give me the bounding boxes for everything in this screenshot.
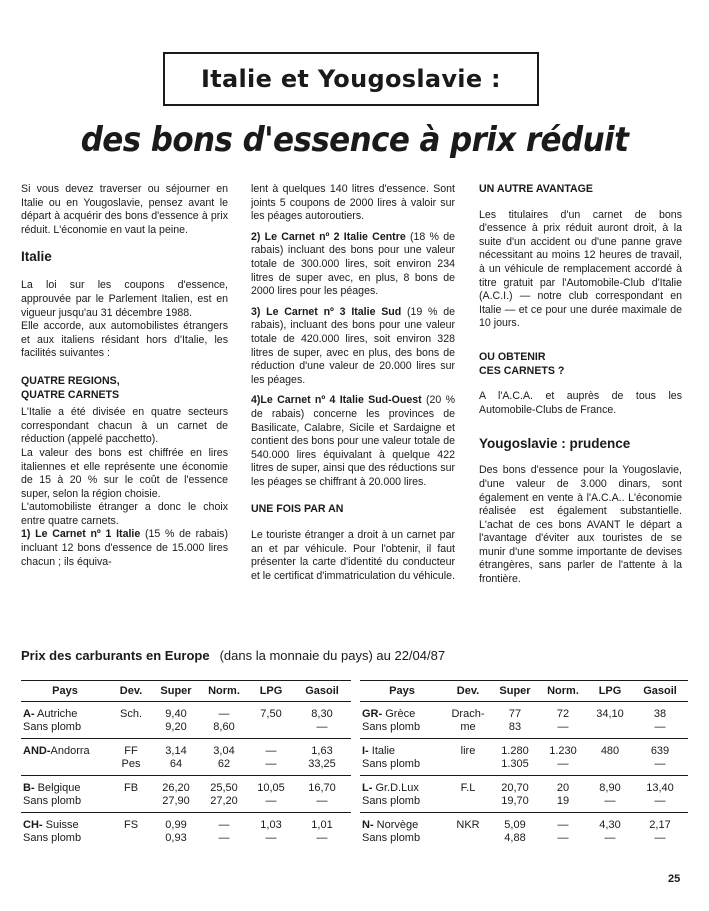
cell-line: 27,20: [210, 794, 238, 807]
une-fois-heading: UNE FOIS PAR AN: [251, 503, 344, 516]
cell-line: 72: [556, 708, 570, 720]
yougoslavie-paragraph: Des bons d'essence pour la Yougoslavie, d'une valeur de 3.000 dinars, sont également en vente à l'A.C.A.. L'économie réalisée est également substantielle. L'achat de ces bons AVANT le départ a l'avantage d'éviter aux touristes de se munir d'une somme importante de devises étrangères, sans parler de l'attente à la frontière.: [479, 464, 682, 586]
cell-lpg: [588, 776, 632, 813]
cell-line: 19,70: [501, 794, 529, 807]
cell-line: B- Belgique: [23, 782, 81, 794]
cell-line: Sans plomb: [23, 720, 82, 733]
prices-title: [21, 648, 445, 663]
cell-line: 19: [556, 794, 570, 807]
cell-line: 1.305: [501, 757, 529, 770]
cell-line: —: [557, 819, 569, 831]
cell-line: —: [557, 720, 569, 733]
cell-line: 27,90: [162, 794, 190, 807]
cell-line: FS: [123, 819, 139, 831]
cell-super: [492, 813, 538, 850]
cell-norm: [199, 702, 249, 739]
cell-line: 1,01: [311, 819, 333, 831]
carnet-1-text: (15 % de rabais) incluant 12 bons d'essence de 15.000 lires chacun ; ils équiva-: [21, 528, 228, 568]
cell-line: 9,40: [165, 708, 187, 720]
cell-dev: [109, 739, 153, 776]
yougoslavie-heading: Yougoslavie : prudence: [479, 436, 631, 452]
cell-norm: [199, 776, 249, 813]
cell-line: lire: [460, 745, 476, 757]
cell-dev: [109, 702, 153, 739]
cell-line: 20: [556, 782, 570, 794]
column-header-pays: Pays: [360, 681, 444, 702]
law-paragraph-1: La loi sur les coupons d'essence, approuvée par le Parlement Italien, est en vigueur jusqu'au 31 décembre 1988.: [21, 279, 228, 319]
cell-line: F.L: [460, 782, 476, 794]
cell-lpg: [249, 813, 293, 850]
prices-table-right: [360, 680, 688, 849]
cell-norm: [199, 813, 249, 850]
table-row: [360, 813, 688, 850]
country-code: A-: [23, 708, 35, 720]
column-header-norm: Norm.: [538, 681, 588, 702]
country-code: N-: [362, 819, 374, 831]
carnet-4-text: (20 % de rabais) concerne les provinces de Basilicate, Calabre, Sicile et Sardaigne et contient des bons pour une valeur totale de 540.000 lires équivalant à quelque 422 litres de super, ainsi que des réductions sur les péages se chiffrant à 20.000 lires.: [251, 394, 455, 488]
cell-line: —: [654, 831, 666, 844]
cell-gasoil: [293, 776, 351, 813]
cell-line: [446, 832, 490, 845]
article-subtitle: des bons d'essence à prix réduit: [80, 120, 629, 160]
cell-line: 38: [653, 708, 667, 720]
une-fois-paragraph: Le touriste étranger a droit à un carnet par an et par véhicule. Pour l'obtenir, il faut présenter la carte d'identité du conducteur et le certificat d'immatriculation du véhicule.: [251, 529, 455, 582]
cell-gasoil: [632, 776, 688, 813]
cell-line: NKR: [456, 819, 480, 831]
cell-lpg: [249, 739, 293, 776]
carnet-4-paragraph: [251, 394, 455, 489]
carnet-4-label: 4)Le Carnet nº 4 Italie Sud-Ouest: [251, 394, 422, 407]
cell-dev: [444, 702, 492, 739]
cell-line: —: [265, 794, 277, 807]
column-header-super: Super: [153, 681, 199, 702]
cell-line: 10,05: [257, 782, 285, 794]
cell-line: 4,88: [504, 831, 526, 844]
cell-super: [153, 739, 199, 776]
obtenir-paragraph: A l'A.C.A. et auprès de tous les Automobile-Clubs de France.: [479, 390, 682, 416]
cell-line: 8,30: [311, 708, 333, 720]
prices-title-date: (dans la monnaie du pays) au 22/04/87: [219, 648, 446, 663]
cell-line: 639: [650, 745, 670, 757]
cell-super: [153, 776, 199, 813]
cell-gasoil: [632, 739, 688, 776]
cell-line: 13,40: [646, 782, 674, 794]
cell-line: —: [604, 794, 616, 807]
cell-line: 5,09: [504, 819, 526, 831]
cell-dev: [109, 813, 153, 850]
intro-paragraph: Si vous devez traverser ou séjourner en Italie ou en Yougoslavie, pensez avant le départ à acquérir des bons d'essence à prix réduit. L'économie en vaut la peine.: [21, 183, 228, 236]
cell-line: —: [557, 757, 569, 770]
cell-pays: [360, 739, 444, 776]
cell-line: 62: [217, 757, 231, 770]
cell-line: —: [654, 757, 666, 770]
cell-super: [492, 776, 538, 813]
cell-line: 25,50: [210, 782, 238, 794]
cell-line: Pes: [121, 757, 141, 770]
cell-line: 26,20: [162, 782, 190, 794]
cell-super: [492, 702, 538, 739]
cell-line: 64: [169, 757, 183, 770]
cell-lpg: [249, 702, 293, 739]
cell-norm: [538, 739, 588, 776]
cell-line: 1.280: [501, 745, 529, 757]
carnet-3-paragraph: [251, 306, 455, 388]
cell-line: —: [654, 794, 666, 807]
cell-line: 4,30: [599, 819, 621, 831]
cell-line: —: [265, 745, 277, 757]
cell-line: 9,20: [165, 720, 187, 733]
cell-line: CH- Suisse: [23, 819, 79, 831]
autre-avantage-heading: UN AUTRE AVANTAGE: [479, 183, 593, 195]
cell-pays: [360, 813, 444, 850]
table-row: [360, 739, 688, 776]
obtenir-heading-line-2: CES CARNETS ?: [479, 364, 565, 377]
cell-line: [446, 795, 490, 808]
cell-line: Sans plomb: [23, 794, 82, 807]
cell-line: 16,70: [308, 782, 336, 794]
cell-line: 34,10: [596, 708, 624, 720]
table-row: [360, 776, 688, 813]
cell-line: —: [316, 831, 328, 844]
table-row: [360, 702, 688, 739]
cell-dev: [444, 739, 492, 776]
regions-paragraph-3: L'automobiliste étranger a donc le choix entre quatre carnets.: [21, 501, 228, 527]
cell-line: Sans plomb: [362, 757, 421, 770]
cell-line: [590, 721, 630, 734]
cell-gasoil: [293, 739, 351, 776]
cell-norm: [538, 813, 588, 850]
column-header-lpg: LPG: [249, 681, 293, 702]
cell-line: Drach-: [451, 708, 485, 720]
country-code: AND-: [23, 745, 51, 757]
cell-line: FF: [124, 745, 138, 757]
cell-line: —: [265, 757, 277, 770]
cell-line: 1.230: [549, 745, 577, 757]
cell-line: 7,50: [260, 708, 282, 720]
cell-line: —: [316, 720, 328, 733]
cell-line: 1,03: [260, 819, 282, 831]
italie-heading: Italie: [21, 249, 52, 265]
cell-line: 33,25: [308, 757, 336, 770]
regions-paragraph-1: L'Italie a été divisée en quatre secteurs correspondant chacun à un carnet de réduction (appelé pacchetto).: [21, 406, 228, 446]
cell-line: Sans plomb: [362, 831, 421, 844]
cell-pays: [21, 813, 109, 850]
carnet-2-text: (18 % de rabais) incluant des bons pour une valeur totale de 300.000 lires, soit environ 234 litres de super avec, en plus, 8 bons de 2000 lires pour les péages.: [251, 230, 455, 298]
cell-line: 1,63: [311, 745, 333, 757]
cell-norm: [538, 776, 588, 813]
cell-line: Sch.: [119, 708, 142, 720]
column-header-norm: Norm.: [199, 681, 249, 702]
cell-line: —: [218, 831, 230, 844]
cell-line: Sans plomb: [362, 794, 421, 807]
cell-line: I- Italie: [362, 745, 396, 757]
cell-pays: [21, 739, 109, 776]
obtenir-heading-line-1: OU OBTENIR: [479, 350, 546, 363]
carnet-1-label: 1) Le Carnet nº 1 Italie: [21, 528, 141, 541]
cell-line: —: [218, 819, 230, 831]
prices-title-main: Prix des carburants en Europe: [21, 648, 210, 663]
cell-line: [23, 758, 107, 771]
cell-dev: [109, 776, 153, 813]
cell-line: —: [654, 720, 666, 733]
country-code: I-: [362, 745, 369, 757]
column-header-super: Super: [492, 681, 538, 702]
cell-line: 3,04: [213, 745, 235, 757]
title-box: [163, 52, 539, 106]
cell-pays: [360, 702, 444, 739]
cell-line: —: [557, 831, 569, 844]
cell-gasoil: [293, 813, 351, 850]
cell-line: [251, 721, 291, 734]
cell-lpg: [249, 776, 293, 813]
table-row: [21, 739, 351, 776]
carnet-2-paragraph: [251, 231, 455, 299]
cell-line: —: [265, 831, 277, 844]
cell-dev: [444, 776, 492, 813]
cell-line: 20,70: [501, 782, 529, 794]
cell-line: [590, 758, 630, 771]
cell-line: 77: [508, 708, 522, 720]
column-header-lpg: LPG: [588, 681, 632, 702]
cell-pays: [21, 702, 109, 739]
cell-super: [153, 813, 199, 850]
cell-gasoil: [632, 702, 688, 739]
cell-norm: [199, 739, 249, 776]
country-code: CH-: [23, 819, 43, 831]
cell-super: [492, 739, 538, 776]
cell-pays: [360, 776, 444, 813]
cell-super: [153, 702, 199, 739]
cell-line: A- Autriche: [23, 708, 78, 720]
column-2: [251, 183, 455, 583]
column-header-gasoil: Gasoil: [293, 681, 351, 702]
column-3: [479, 183, 682, 587]
cell-norm: [538, 702, 588, 739]
regions-heading-line-2: QUATRE CARNETS: [21, 388, 120, 401]
column-header-pays: Pays: [21, 681, 109, 702]
cell-lpg: [588, 702, 632, 739]
country-code: L-: [362, 782, 373, 794]
cell-line: 0,93: [165, 831, 187, 844]
cell-line: GR- Grèce: [362, 708, 416, 720]
carnet-1-paragraph: [21, 528, 228, 569]
cell-gasoil: [293, 702, 351, 739]
cell-pays: [21, 776, 109, 813]
cell-dev: [444, 813, 492, 850]
cell-line: [446, 758, 490, 771]
carnet-3-label: 3) Le Carnet nº 3 Italie Sud: [251, 305, 402, 318]
regions-paragraph-2: La valeur des bons est chiffrée en lires italiennes et elle représente une économie de 15 à 20 % sur le coût de l'essence super, selon la région choisie.: [21, 446, 228, 500]
column-header-dev: Dev.: [444, 681, 492, 702]
cell-line: N- Norvège: [362, 819, 419, 831]
cell-line: AND-Andorra: [23, 745, 90, 757]
autre-avantage-paragraph: Les titulaires d'un carnet de bons d'essence à prix réduit auront droit, à la suite d'un accident ou d'une panne grave nécessitant au moins 12 heures de travail, à un véhicule de remplacement accordé à titre gratuit par l'Automobile-Club d'Italie (A.C.I.) — notre club correspondant en Italie — et ce pour une durée maximale de 10 jours.: [479, 208, 682, 330]
carnet-1-continuation: lent à quelques 140 litres d'essence. Sont joints 5 coupons de 2000 lires à valoir sur les péages autoroutiers.: [251, 183, 455, 223]
cell-line: —: [316, 794, 328, 807]
cell-line: 83: [508, 720, 522, 733]
cell-line: 3,14: [165, 745, 187, 757]
country-code: B-: [23, 782, 35, 794]
column-header-dev: Dev.: [109, 681, 153, 702]
cell-line: [111, 721, 151, 734]
table-row: [21, 776, 351, 813]
cell-line: 480: [600, 745, 620, 757]
carnet-3-text: (19 % de rabais), incluant des bons pour une valeur totale de 420.000 lires, soit environ 328 litres de super, avec en plus, des bons de réduction d'une valeur de 20.000 lires sur les péages.: [251, 305, 455, 386]
cell-line: Sans plomb: [362, 720, 421, 733]
cell-line: 8,60: [213, 720, 235, 733]
cell-line: L- Gr.D.Lux: [362, 782, 419, 794]
cell-line: 8,90: [599, 782, 621, 794]
article-title: Italie et Yougoslavie :: [201, 65, 501, 93]
carnet-2-label: 2) Le Carnet nº 2 Italie Centre: [251, 230, 406, 243]
table-row: [21, 702, 351, 739]
cell-lpg: [588, 739, 632, 776]
cell-line: [111, 832, 151, 845]
cell-line: [111, 795, 151, 808]
cell-line: FB: [123, 782, 139, 794]
cell-line: Sans plomb: [23, 831, 82, 844]
column-1: [21, 183, 228, 569]
cell-line: —: [218, 708, 230, 720]
cell-line: 2,17: [649, 819, 671, 831]
cell-line: 0,99: [165, 819, 187, 831]
regions-heading-line-1: QUATRE REGIONS,: [21, 374, 120, 387]
column-header-gasoil: Gasoil: [632, 681, 688, 702]
cell-line: me: [460, 720, 476, 733]
country-code: GR-: [362, 708, 383, 720]
cell-lpg: [588, 813, 632, 850]
cell-line: —: [604, 831, 616, 844]
cell-gasoil: [632, 813, 688, 850]
prices-table-left: [21, 680, 351, 849]
page-number: 25: [668, 873, 681, 885]
table-row: [21, 813, 351, 850]
law-paragraph-2: Elle accorde, aux automobilistes étrangers et aux italiens résidant hors d'Italie, les facilités suivantes :: [21, 320, 228, 360]
